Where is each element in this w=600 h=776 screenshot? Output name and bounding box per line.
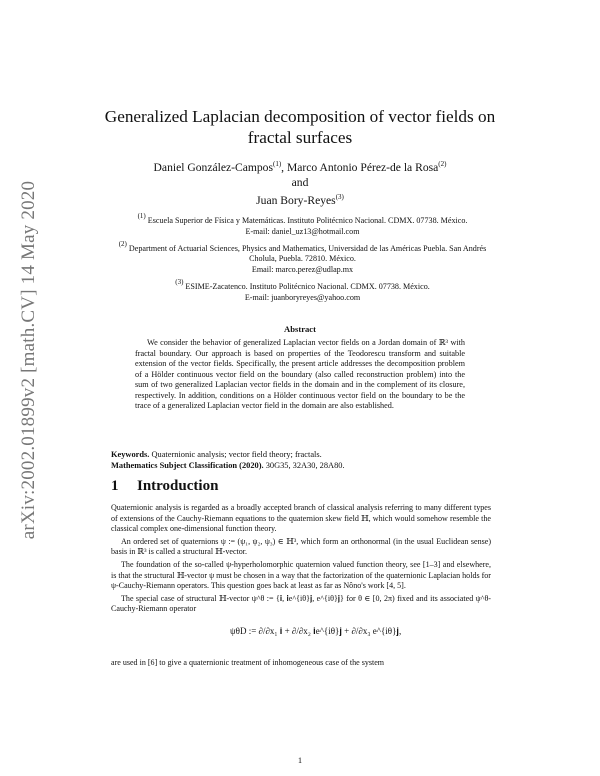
paragraph-5: are used in [6] to give a quaternionic treatment of inhomogeneous case of the system [111, 658, 385, 667]
author-separator: , [281, 161, 287, 174]
paragraph-2: An ordered set of quaternions ψ := (ψ₁, ψ₂, ψ₃) ∈ ℍ³, which form an orthonormal (in the usual Euclidean sense) basis in ℝ³ is called a structural ℍ-vector. [111, 536, 491, 557]
display-equation: ψθD := ∂/∂x₁ 𝐢 + ∂/∂x₂ 𝐢e^{iθ}𝐣 + ∂/∂x₃ e^{iθ}𝐣, [230, 626, 402, 636]
affiliation-1-text: Escuela Superior de Física y Matemáticas. Instituto Politécnico Nacional. CDMX. 07738. México. [145, 216, 468, 225]
author-block [100, 157, 500, 208]
paragraph-4: The special case of structural ℍ-vector ψ^θ := {𝐢, 𝐢e^{iθ}𝐣, e^{iθ}𝐣} for θ ∈ [0, 2π) fixed and its associated ψ^θ-Cauchy-Riemann operator [111, 593, 491, 614]
affiliation-3 [110, 277, 495, 303]
affiliation-2-email: Email: marco.perez@udlap.mx [251, 264, 354, 274]
msc-text: 30G35, 32A30, 28A80. [263, 461, 345, 470]
title-line-1: Generalized Laplacian decomposition of vector fields on [104, 107, 496, 126]
author-3-mark: (3) [335, 193, 344, 201]
author-2-mark: (2) [438, 160, 447, 168]
affiliation-3-mark: (3) [175, 277, 184, 286]
abstract-heading: Abstract [284, 324, 316, 334]
paragraph-3: The foundation of the so-called ψ-hyperholomorphic quaternion valued function theory, see [1–3] and elsewhere, is that the structural ℍ-vector ψ must be chosen in a way that the factorization of the quaternionic Laplacian holds for ψ-Cauchy-Riemann operators. This question goes back at least as far as Nôno's work [4, 5]. [111, 559, 491, 591]
author-and: and [291, 176, 309, 189]
paper-title [100, 106, 500, 148]
arxiv-sidebar-stamp [14, 150, 44, 570]
affiliation-2-text: Department of Actuarial Sciences, Physics and Mathematics, Universidad de las Américas Puebla. San Andrés Cholula, Puebla. 72810. México. [126, 243, 487, 264]
author-1: Daniel González-Campos [153, 161, 273, 174]
author-2: Marco Antonio Pérez-de la Rosa [286, 161, 439, 174]
affiliation-1 [110, 211, 495, 237]
affiliation-3-text: ESIME-Zacatenco. Instituto Politécnico Nacional. CDMX. 07738. México. [183, 281, 430, 291]
author-1-mark: (1) [272, 160, 282, 168]
affiliation-1-email: E-mail: daniel_uz13@hotmail.com [245, 226, 360, 236]
section-title: Introduction [137, 478, 219, 494]
abstract-text: We consider the behavior of generalized Laplacian vector fields on a Jordan domain of ℝ³ with fractal boundary. Our approach is based on properties of the Teodorescu transform and suitable extension of the vector fields. Specifically, the present article addresses the decomposition problem of a Hölder continuous vector field on the boundary (also called reconstruction problem) into the sum of two generalized Laplacian vector fields in the domain and in the complement of its closure, respectively. In addition, conditions on a Hölder continuous vector field on the boundary to be the trace of a generalized Laplacian vector field in the domain are also established. [135, 338, 465, 410]
body-text [111, 503, 491, 617]
keywords-block [111, 449, 501, 471]
affiliation-2 [110, 239, 495, 276]
keywords-text: Quaternionic analysis; vector field theory; fractals. [149, 450, 322, 459]
section-heading [111, 478, 218, 495]
author-line-3 [100, 190, 500, 208]
arxiv-id: arXiv:2002.01899v2 [math.CV] 14 May 2020 [18, 180, 39, 540]
section-number: 1 [111, 478, 119, 494]
keywords-label: Keywords. [111, 450, 150, 459]
title-line-2: fractal surfaces [247, 128, 353, 147]
msc-label: Mathematics Subject Classification (2020). [111, 461, 264, 470]
affiliation-2-mark: (2) [118, 239, 127, 248]
affiliations [110, 211, 495, 305]
author-line-1 [100, 157, 500, 175]
affiliation-1-mark: (1) [137, 212, 146, 220]
paragraph-1: Quaternionic analysis is regarded as a broadly accepted branch of classical analysis referring to many different types of extensions of the Cauchy-Riemann equations to the quaternion skew field ℍ, which would somehow resemble the classical complex one-dimensional function theory. [111, 503, 491, 534]
affiliation-3-email: E-mail: juanboryreyes@yahoo.com [244, 292, 361, 302]
page-number: 1 [297, 755, 303, 765]
author-3: Juan Bory-Reyes [256, 194, 336, 207]
